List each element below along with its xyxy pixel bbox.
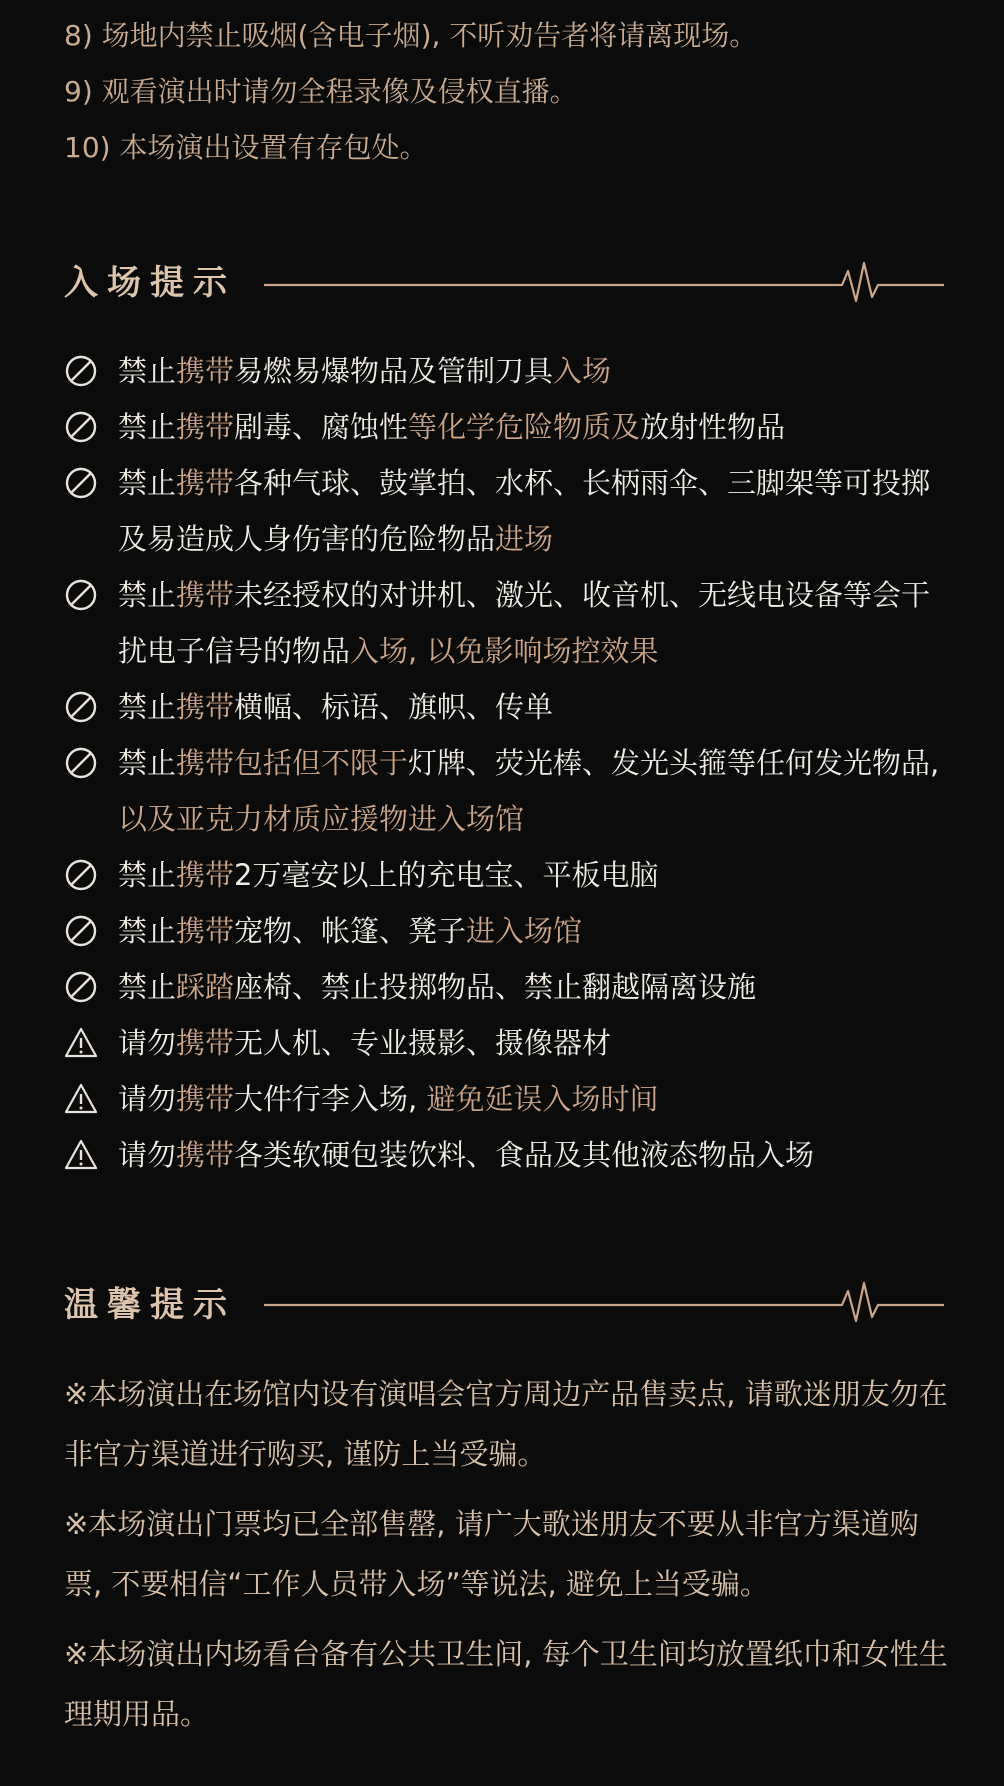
highlighted-text: 携带 bbox=[176, 354, 235, 388]
entry-rule-item bbox=[64, 903, 944, 959]
entry-rule-text bbox=[118, 1071, 944, 1127]
entry-rule-text bbox=[118, 1015, 944, 1071]
plain-text: 禁止 bbox=[118, 578, 177, 612]
plain-text: 禁止 bbox=[118, 410, 177, 444]
highlighted-text: 携带 bbox=[176, 578, 235, 612]
plain-text: 剧毒、腐蚀性 bbox=[234, 410, 409, 444]
entry-rule-item bbox=[64, 1015, 944, 1071]
tips-section-title: 温馨提示 bbox=[64, 1285, 236, 1325]
entry-rule-text bbox=[118, 455, 944, 567]
plain-text: 大件行李入场, bbox=[234, 1082, 427, 1116]
rule-item: 8) 场地内禁止吸烟(含电子烟), 不听劝告者将请离现场。 bbox=[64, 19, 758, 52]
tips-section-header bbox=[64, 1275, 944, 1335]
tip-paragraph: ※本场演出在场馆内设有演唱会官方周边产品售卖点, 请歌迷朋友勿在非官方渠道进行购买, 谨防上当受骗。 bbox=[64, 1377, 948, 1471]
highlighted-text: 携带 bbox=[176, 1138, 235, 1172]
entry-rule-item bbox=[64, 343, 944, 399]
entry-rule-text bbox=[118, 903, 944, 959]
highlighted-text: 进入场馆 bbox=[408, 802, 525, 836]
plain-text: 请勿 bbox=[118, 1138, 177, 1172]
entry-section-header bbox=[64, 253, 944, 313]
rule-item: 10) 本场演出设置有存包处。 bbox=[64, 131, 428, 164]
entry-rule-item bbox=[64, 847, 944, 903]
highlighted-text: 携带 bbox=[176, 466, 235, 500]
entry-rule-text bbox=[118, 959, 944, 1015]
plain-text: 无人机、专业摄影、摄像器材 bbox=[234, 1026, 612, 1060]
plain-text: 禁止 bbox=[118, 746, 177, 780]
highlighted-text: 避免延误入场时间 bbox=[426, 1082, 659, 1116]
prohibited-icon bbox=[64, 410, 98, 444]
highlighted-text: 携带 bbox=[176, 1026, 235, 1060]
highlighted-text: 进入场馆 bbox=[466, 914, 583, 948]
plain-text: 请勿 bbox=[118, 1026, 177, 1060]
warning-icon bbox=[64, 1026, 98, 1060]
entry-rule-item bbox=[64, 1127, 944, 1183]
plain-text: 宠物、帐篷、凳子 bbox=[234, 914, 467, 948]
entry-rule-text bbox=[118, 399, 944, 455]
entry-rule-item bbox=[64, 1071, 944, 1127]
highlighted-text: 踩踏 bbox=[176, 970, 235, 1004]
highlighted-text: 携带包括但不限于 bbox=[176, 746, 409, 780]
tips-list bbox=[64, 1364, 949, 1754]
entry-rule-text bbox=[118, 567, 944, 679]
plain-text: 灯牌、荧光棒、发光头箍等任何发光物品, bbox=[408, 746, 940, 780]
warning-icon bbox=[64, 1082, 98, 1116]
prohibited-icon bbox=[64, 354, 98, 388]
plain-text: 各种气球、鼓掌拍、水杯、长柄雨伞、三脚架等可投掷及易造成人身伤害的危险物品 bbox=[118, 466, 931, 556]
heartbeat-divider-icon bbox=[264, 1275, 944, 1335]
plain-text: 禁止 bbox=[118, 354, 177, 388]
tip-paragraph: ※本场演出内场看台备有公共卫生间, 每个卫生间均放置纸巾和女性生理期用品。 bbox=[64, 1637, 948, 1731]
warning-icon bbox=[64, 1138, 98, 1172]
entry-rules-list bbox=[64, 343, 944, 1183]
plain-text: 各类软硬包装饮料、食品及其他液态物品入场 bbox=[234, 1138, 815, 1172]
prohibited-icon bbox=[64, 914, 98, 948]
highlighted-text: 入场, 以免影响场控效果 bbox=[350, 634, 659, 668]
entry-rule-item bbox=[64, 959, 944, 1015]
plain-text: 易燃易爆物品及管制刀具 bbox=[234, 354, 554, 388]
plain-text: 禁止 bbox=[118, 914, 177, 948]
highlighted-text: 等化学危险物质及 bbox=[408, 410, 641, 444]
entry-rule-text bbox=[118, 343, 944, 399]
plain-text: 禁止 bbox=[118, 970, 177, 1004]
entry-rule-text bbox=[118, 1127, 944, 1183]
highlighted-text: 以及亚克力材质应援物 bbox=[118, 802, 409, 836]
prohibited-icon bbox=[64, 466, 98, 500]
highlighted-text: 携带 bbox=[176, 690, 235, 724]
entry-rule-item bbox=[64, 455, 944, 567]
prohibited-icon bbox=[64, 858, 98, 892]
plain-text: 请勿 bbox=[118, 1082, 177, 1116]
entry-rule-text bbox=[118, 735, 944, 847]
plain-text: 横幅、标语、旗帜、传单 bbox=[234, 690, 554, 724]
entry-rule-text bbox=[118, 847, 944, 903]
entry-rule-item bbox=[64, 567, 944, 679]
prohibited-icon bbox=[64, 746, 98, 780]
plain-text: 禁止 bbox=[118, 690, 177, 724]
entry-rule-item bbox=[64, 399, 944, 455]
highlighted-text: 携带 bbox=[176, 1082, 235, 1116]
tip-paragraph: ※本场演出门票均已全部售罄, 请广大歌迷朋友不要从非官方渠道购票, 不要相信“工作人员带入场”等说法, 避免上当受骗。 bbox=[64, 1507, 919, 1601]
highlighted-text: 携带 bbox=[176, 858, 235, 892]
plain-text: 2万毫安以上的充电宝、平板电脑 bbox=[234, 858, 659, 892]
plain-text: 座椅、禁止投掷物品、禁止翻越隔离设施 bbox=[234, 970, 757, 1004]
plain-text: 禁止 bbox=[118, 466, 177, 500]
highlighted-text: 进场 bbox=[495, 522, 554, 556]
entry-section-title: 入场提示 bbox=[64, 263, 236, 303]
rules-list bbox=[64, 8, 944, 176]
entry-rule-item bbox=[64, 735, 944, 847]
entry-rule-text bbox=[118, 679, 944, 735]
rule-item: 9) 观看演出时请勿全程录像及侵权直播。 bbox=[64, 75, 578, 108]
prohibited-icon bbox=[64, 690, 98, 724]
highlighted-text: 入场 bbox=[553, 354, 612, 388]
highlighted-text: 携带 bbox=[176, 410, 235, 444]
heartbeat-divider-icon bbox=[264, 253, 944, 313]
highlighted-text: 携带 bbox=[176, 914, 235, 948]
plain-text: 禁止 bbox=[118, 858, 177, 892]
entry-rule-item bbox=[64, 679, 944, 735]
plain-text: 未经授权的对讲机、激光、收音机、无线电设备等会干扰电子信号的物品 bbox=[118, 578, 931, 668]
prohibited-icon bbox=[64, 578, 98, 612]
prohibited-icon bbox=[64, 970, 98, 1004]
plain-text: 放射性物品 bbox=[640, 410, 786, 444]
